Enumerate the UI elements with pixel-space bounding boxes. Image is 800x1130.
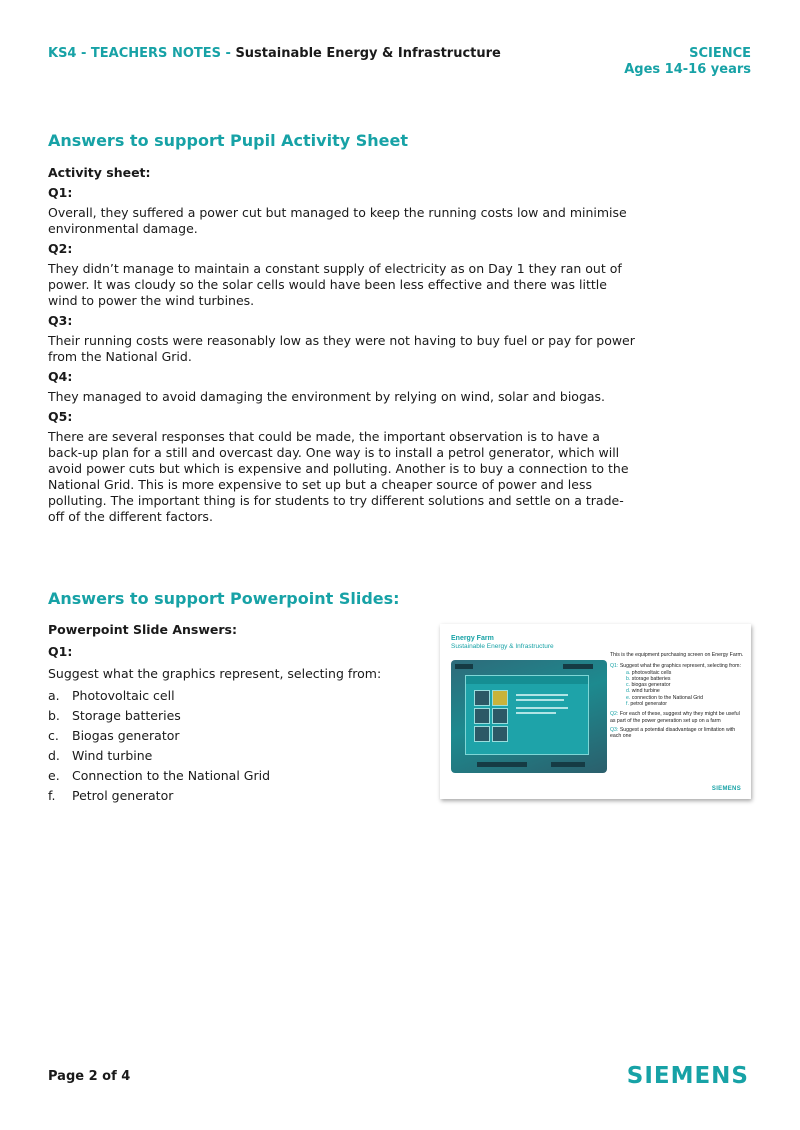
- option-marker: a.: [48, 688, 60, 703]
- option-text: Storage batteries: [72, 708, 181, 723]
- panel-text-line: [516, 694, 568, 696]
- question-label: Q1:: [48, 185, 73, 200]
- panel-text-line: [516, 712, 556, 714]
- question-label: Q1:: [48, 644, 73, 659]
- equipment-tile: [474, 726, 490, 742]
- header-doc-title: Sustainable Energy & Infrastructure: [235, 46, 501, 61]
- slide-option-text: wind turbine: [631, 688, 660, 695]
- slide-option-text: photovoltaic cells: [631, 669, 672, 676]
- screenshot-button: [563, 664, 593, 669]
- section1-title: Answers to support Pupil Activity Sheet: [48, 131, 408, 150]
- slide-q-label: Q1:: [610, 663, 619, 670]
- option-marker: e.: [48, 768, 60, 783]
- header-series: KS4 - TEACHERS NOTES -: [48, 46, 236, 61]
- slide-option-text: biogas generator: [631, 682, 671, 689]
- screenshot-button: [455, 664, 473, 669]
- answer-text: Their running costs were reasonably low as they were not having to buy fuel or pay for power from the National Grid.: [48, 333, 635, 364]
- slide-option-marker: e.: [626, 694, 631, 701]
- option-text: Wind turbine: [72, 748, 153, 763]
- slide-subtitle: Sustainable Energy & Infrastructure: [451, 643, 554, 650]
- slide-questions: [610, 652, 745, 740]
- qa-item-4: [48, 369, 638, 405]
- question-label: Q5:: [48, 409, 73, 424]
- equipment-tile: [474, 708, 490, 724]
- list-item: [48, 708, 418, 728]
- header-subject-block: [624, 46, 751, 78]
- qa-item-5: [48, 409, 638, 525]
- qa-item-1: [48, 185, 638, 237]
- option-marker: c.: [48, 728, 59, 743]
- options-list: [48, 688, 418, 808]
- siemens-logo: SIEMENS: [626, 1063, 749, 1089]
- option-text: Petrol generator: [72, 788, 174, 803]
- slide-q-text: Suggest what the graphics represent, selecting from:: [619, 663, 741, 670]
- slide-option-text: storage batteries: [631, 675, 671, 682]
- slide-q-label: Q2:: [610, 711, 619, 718]
- question-label: Q2:: [48, 241, 73, 256]
- slide-intro: This is the equipment purchasing screen on Energy Farm.: [610, 652, 744, 658]
- question-label: Q3:: [48, 313, 73, 328]
- slide-thumbnail: [440, 624, 751, 799]
- slide-q-text: Suggest a potential disadvantage or limitation with each one: [610, 726, 736, 740]
- answer-text: They didn’t manage to maintain a constant supply of electricity as on Day 1 they ran out of power. It was cloudy so the solar cells would have been less effective and there was little wind to power the wind turbines.: [48, 261, 622, 308]
- slide-q3: [610, 727, 745, 740]
- screenshot-button: [477, 762, 527, 767]
- powerpoint-answers: [48, 622, 418, 808]
- option-text: Connection to the National Grid: [72, 768, 271, 783]
- answer-text: There are several responses that could be made, the important observation is to have a back-up plan for a still and overcast day. One way is to install a petrol generator, which will avoid power cuts but which is expensive and polluting. Another is to buy a connection to the National Grid. This is more expensive to set up but a cheaper source of power and less polluting. The important thing is for students to try different solutions and settle on a trade-off of the different factors.: [48, 429, 629, 524]
- equipment-tile: [474, 690, 490, 706]
- page-number: Page 2 of 4: [48, 1069, 131, 1084]
- section2-title: Answers to support Powerpoint Slides:: [48, 589, 400, 608]
- qa-item-2: [48, 241, 638, 309]
- qa-item-3: [48, 313, 638, 365]
- option-text: Photovoltaic cell: [72, 688, 175, 703]
- equipment-tile: [492, 690, 508, 706]
- powerpoint-label: Powerpoint Slide Answers:: [48, 622, 237, 637]
- equipment-tile: [492, 708, 508, 724]
- list-item: [48, 748, 418, 768]
- slide-option-marker: d.: [626, 688, 631, 695]
- header-title: [48, 46, 501, 61]
- slide-title: Energy Farm: [451, 635, 494, 642]
- equipment-tile: [492, 726, 508, 742]
- slide-option-marker: b.: [626, 675, 631, 682]
- slide-logo: SIEMENS: [711, 786, 741, 792]
- option-text: Biogas generator: [72, 728, 180, 743]
- slide-q2: [610, 711, 745, 724]
- question-prompt: Suggest what the graphics represent, selecting from:: [48, 666, 382, 681]
- list-item: [48, 788, 418, 808]
- option-marker: d.: [48, 748, 60, 763]
- header-ages: Ages 14-16 years: [624, 62, 751, 77]
- answer-text: They managed to avoid damaging the environment by relying on wind, solar and biogas.: [48, 389, 606, 404]
- panel-text-line: [516, 699, 564, 701]
- option-marker: f.: [48, 788, 56, 803]
- slide-q-label: Q3:: [610, 726, 619, 733]
- list-item: [48, 768, 418, 788]
- slide-q-text: For each of these, suggest why they might be useful as part of the power generation set up on a farm: [610, 711, 740, 724]
- list-item: [48, 688, 418, 708]
- option-marker: b.: [48, 708, 60, 723]
- section1-content: [48, 165, 638, 529]
- slide-option-marker: f.: [626, 701, 629, 708]
- panel-text-line: [516, 707, 568, 709]
- question-label: Q4:: [48, 369, 73, 384]
- purchase-panel: [465, 675, 589, 755]
- panel-header: [466, 676, 588, 684]
- slide-option-text: petrol generator: [630, 701, 667, 708]
- slide-option: [610, 701, 745, 707]
- slide-option-marker: c.: [626, 682, 631, 689]
- slide-option-marker: a.: [626, 669, 631, 676]
- answer-text: Overall, they suffered a power cut but managed to keep the running costs low and minimise environmental damage.: [48, 205, 627, 236]
- activity-sheet-label: Activity sheet:: [48, 165, 151, 180]
- header-subject: SCIENCE: [689, 46, 751, 61]
- slide-option-text: connection to the National Grid: [631, 694, 704, 701]
- game-screenshot: [451, 660, 607, 773]
- list-item: [48, 728, 418, 748]
- screenshot-button: [551, 762, 585, 767]
